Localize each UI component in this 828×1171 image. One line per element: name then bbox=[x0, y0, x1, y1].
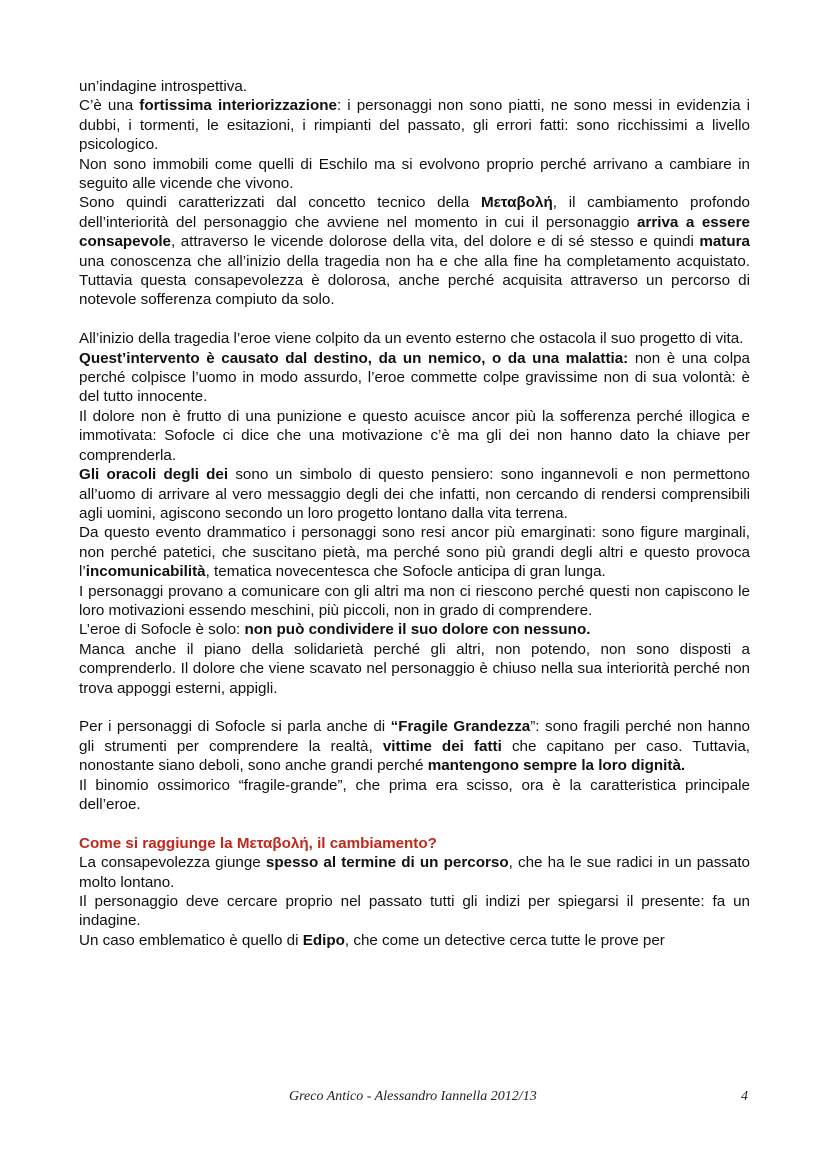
bold-text: spesso al termine di un percorso bbox=[265, 854, 509, 872]
text-run: Un caso emblematico è quello di bbox=[79, 931, 303, 949]
text-run: Non sono immobili come quelli di Eschilo ma si evolvono proprio perché arrivano a cambiare in seguito alle vicende che vivono. bbox=[79, 155, 750, 193]
bold-text: incomunicabilità bbox=[85, 563, 206, 581]
text-run: La consapevolezza giunge bbox=[79, 854, 266, 872]
paragraph bbox=[79, 931, 750, 950]
paragraph bbox=[79, 155, 750, 194]
text-run: All’inizio della tragedia l’eroe viene colpito da un evento esterno che ostacola il suo progetto di vita. bbox=[79, 330, 744, 348]
text-run: ”: sono fragili perché non hanno gli strumenti per comprendere la realtà, bbox=[79, 718, 750, 755]
document-body bbox=[79, 77, 750, 950]
text-run: Sono quindi caratterizzati dal concetto tecnico della bbox=[79, 194, 481, 212]
text-run: Il binomio ossimorico “fragile-grande”, che prima era scisso, ora è la caratteristica principale dell’eroe. bbox=[79, 776, 750, 813]
paragraph bbox=[79, 407, 750, 465]
paragraph bbox=[79, 640, 750, 698]
bold-text: “Fragile Grandezza bbox=[390, 718, 531, 736]
paragraph bbox=[79, 776, 750, 815]
bold-text: Quest’intervento è causato dal destino, da un nemico, o da una malattia: bbox=[79, 349, 629, 367]
paragraph bbox=[79, 465, 750, 523]
paragraph bbox=[79, 892, 750, 931]
page-number: 4 bbox=[741, 1089, 748, 1104]
paragraph bbox=[79, 349, 750, 407]
section-heading bbox=[79, 834, 750, 853]
paragraph-spacer bbox=[79, 814, 750, 833]
text-run: I personaggi provano a comunicare con gli altri ma non ci riescono perché questi non capiscono le loro motivazioni essendo meschini, più piccoli, non in grado di comprendere. bbox=[79, 582, 750, 619]
text-run: una conoscenza che all’inizio della tragedia non ha e che alla fine ha completamento acquistato. Tuttavia questa consapevolezza è dolorosa, anche perché acquisita attraverso un percorso di notevole sofferenza compiuto da solo. bbox=[79, 252, 750, 309]
paragraph bbox=[79, 329, 750, 348]
text-run: Il personaggio deve cercare proprio nel passato tutti gli indizi per spiegarsi il presente: fa un indagine. bbox=[79, 893, 750, 930]
text-run: Come si raggiunge la Μεταβολή, il cambiamento? bbox=[79, 834, 437, 852]
paragraph-spacer bbox=[79, 310, 750, 329]
paragraph bbox=[79, 193, 750, 309]
paragraph bbox=[79, 620, 750, 639]
footer-title: Greco Antico - Alessandro Iannella 2012/13 bbox=[289, 1089, 537, 1104]
text-run: L’eroe di Sofocle è solo: bbox=[79, 621, 245, 639]
text-run: , il cambiamento profondo dell’interiorità del personaggio che avviene nel momento in cui il personaggio bbox=[79, 194, 750, 231]
paragraph bbox=[79, 853, 750, 892]
bold-text: mantengono sempre la loro dignità. bbox=[427, 757, 686, 775]
text-run: : i personaggi non sono piatti, ne sono messi in evidenzia i dubbi, i tormenti, le esitazioni, i rimpianti del passato, gli errori fatti: sono ricchissimi a livello psicologico. bbox=[79, 97, 750, 154]
bold-text: matura bbox=[699, 233, 750, 251]
bold-text: Edipo bbox=[302, 931, 345, 949]
bold-text: Μεταβολή bbox=[480, 194, 553, 212]
bold-text: vittime dei fatti bbox=[382, 737, 502, 755]
text-run: , tematica novecentesca che Sofocle anticipa di gran lunga. bbox=[205, 563, 606, 581]
text-run: Per i personaggi di Sofocle si parla anche di bbox=[79, 718, 391, 736]
paragraph bbox=[79, 717, 750, 775]
text-run: , che ha le sue radici in un passato molto lontano. bbox=[79, 854, 751, 891]
bold-text: arriva a essere consapevole bbox=[79, 213, 750, 251]
text-run: non è una colpa perché colpisce l’uomo in modo assurdo, l’eroe commette colpe gravissime non di sua volontà: è del tutto innocente. bbox=[79, 349, 751, 406]
bold-text: Gli oracoli degli dei bbox=[79, 466, 229, 484]
bold-text: non può condividere il suo dolore con nessuno. bbox=[244, 621, 591, 639]
text-run: Il dolore non è frutto di una punizione e questo acuisce ancor più la sofferenza perché illogica e immotivata: Sofocle ci dice che una motivazione c’è ma gli dei non hanno dato la chiave per comprenderla. bbox=[79, 407, 750, 464]
text-run: Da questo evento drammatico i personaggi sono resi ancor più emarginati: sono figure marginali, non perché patetici, che suscitano pietà, ma perché sono più grandi degli altri e questo provoca l’ bbox=[79, 524, 750, 581]
paragraph bbox=[79, 523, 750, 581]
text-run: , che come un detective cerca tutte le prove per bbox=[344, 931, 665, 949]
text-run: che capitano per caso. Tuttavia, nonostante siano deboli, sono anche grandi perché bbox=[79, 737, 750, 775]
paragraph bbox=[79, 582, 750, 621]
text-run: sono un simbolo di questo pensiero: sono ingannevoli e non permettono all’uomo di arrivare al vero messaggio degli dei che infatti, non cercando di rendersi comprensibili agli uomini, agiscono secondo un loro progetto lontano dalla vita terrena. bbox=[79, 466, 750, 522]
text-run: , attraverso le vicende dolorose della vita, del dolore e di sé stesso e quindi bbox=[171, 233, 700, 251]
paragraph-spacer bbox=[79, 698, 750, 717]
paragraph bbox=[79, 77, 750, 96]
text-run: Manca anche il piano della solidarietà perché gli altri, non potendo, non sono disposti a comprenderlo. Il dolore che viene scavato nel personaggio è chiuso nella sua interiorità perché non trova appoggi esterni, appigli. bbox=[79, 640, 750, 697]
bold-text: fortissima interiorizzazione bbox=[139, 97, 337, 115]
paragraph bbox=[79, 96, 750, 154]
text-run: un’indagine introspettiva. bbox=[79, 78, 248, 95]
text-run: C’è una bbox=[79, 97, 140, 115]
